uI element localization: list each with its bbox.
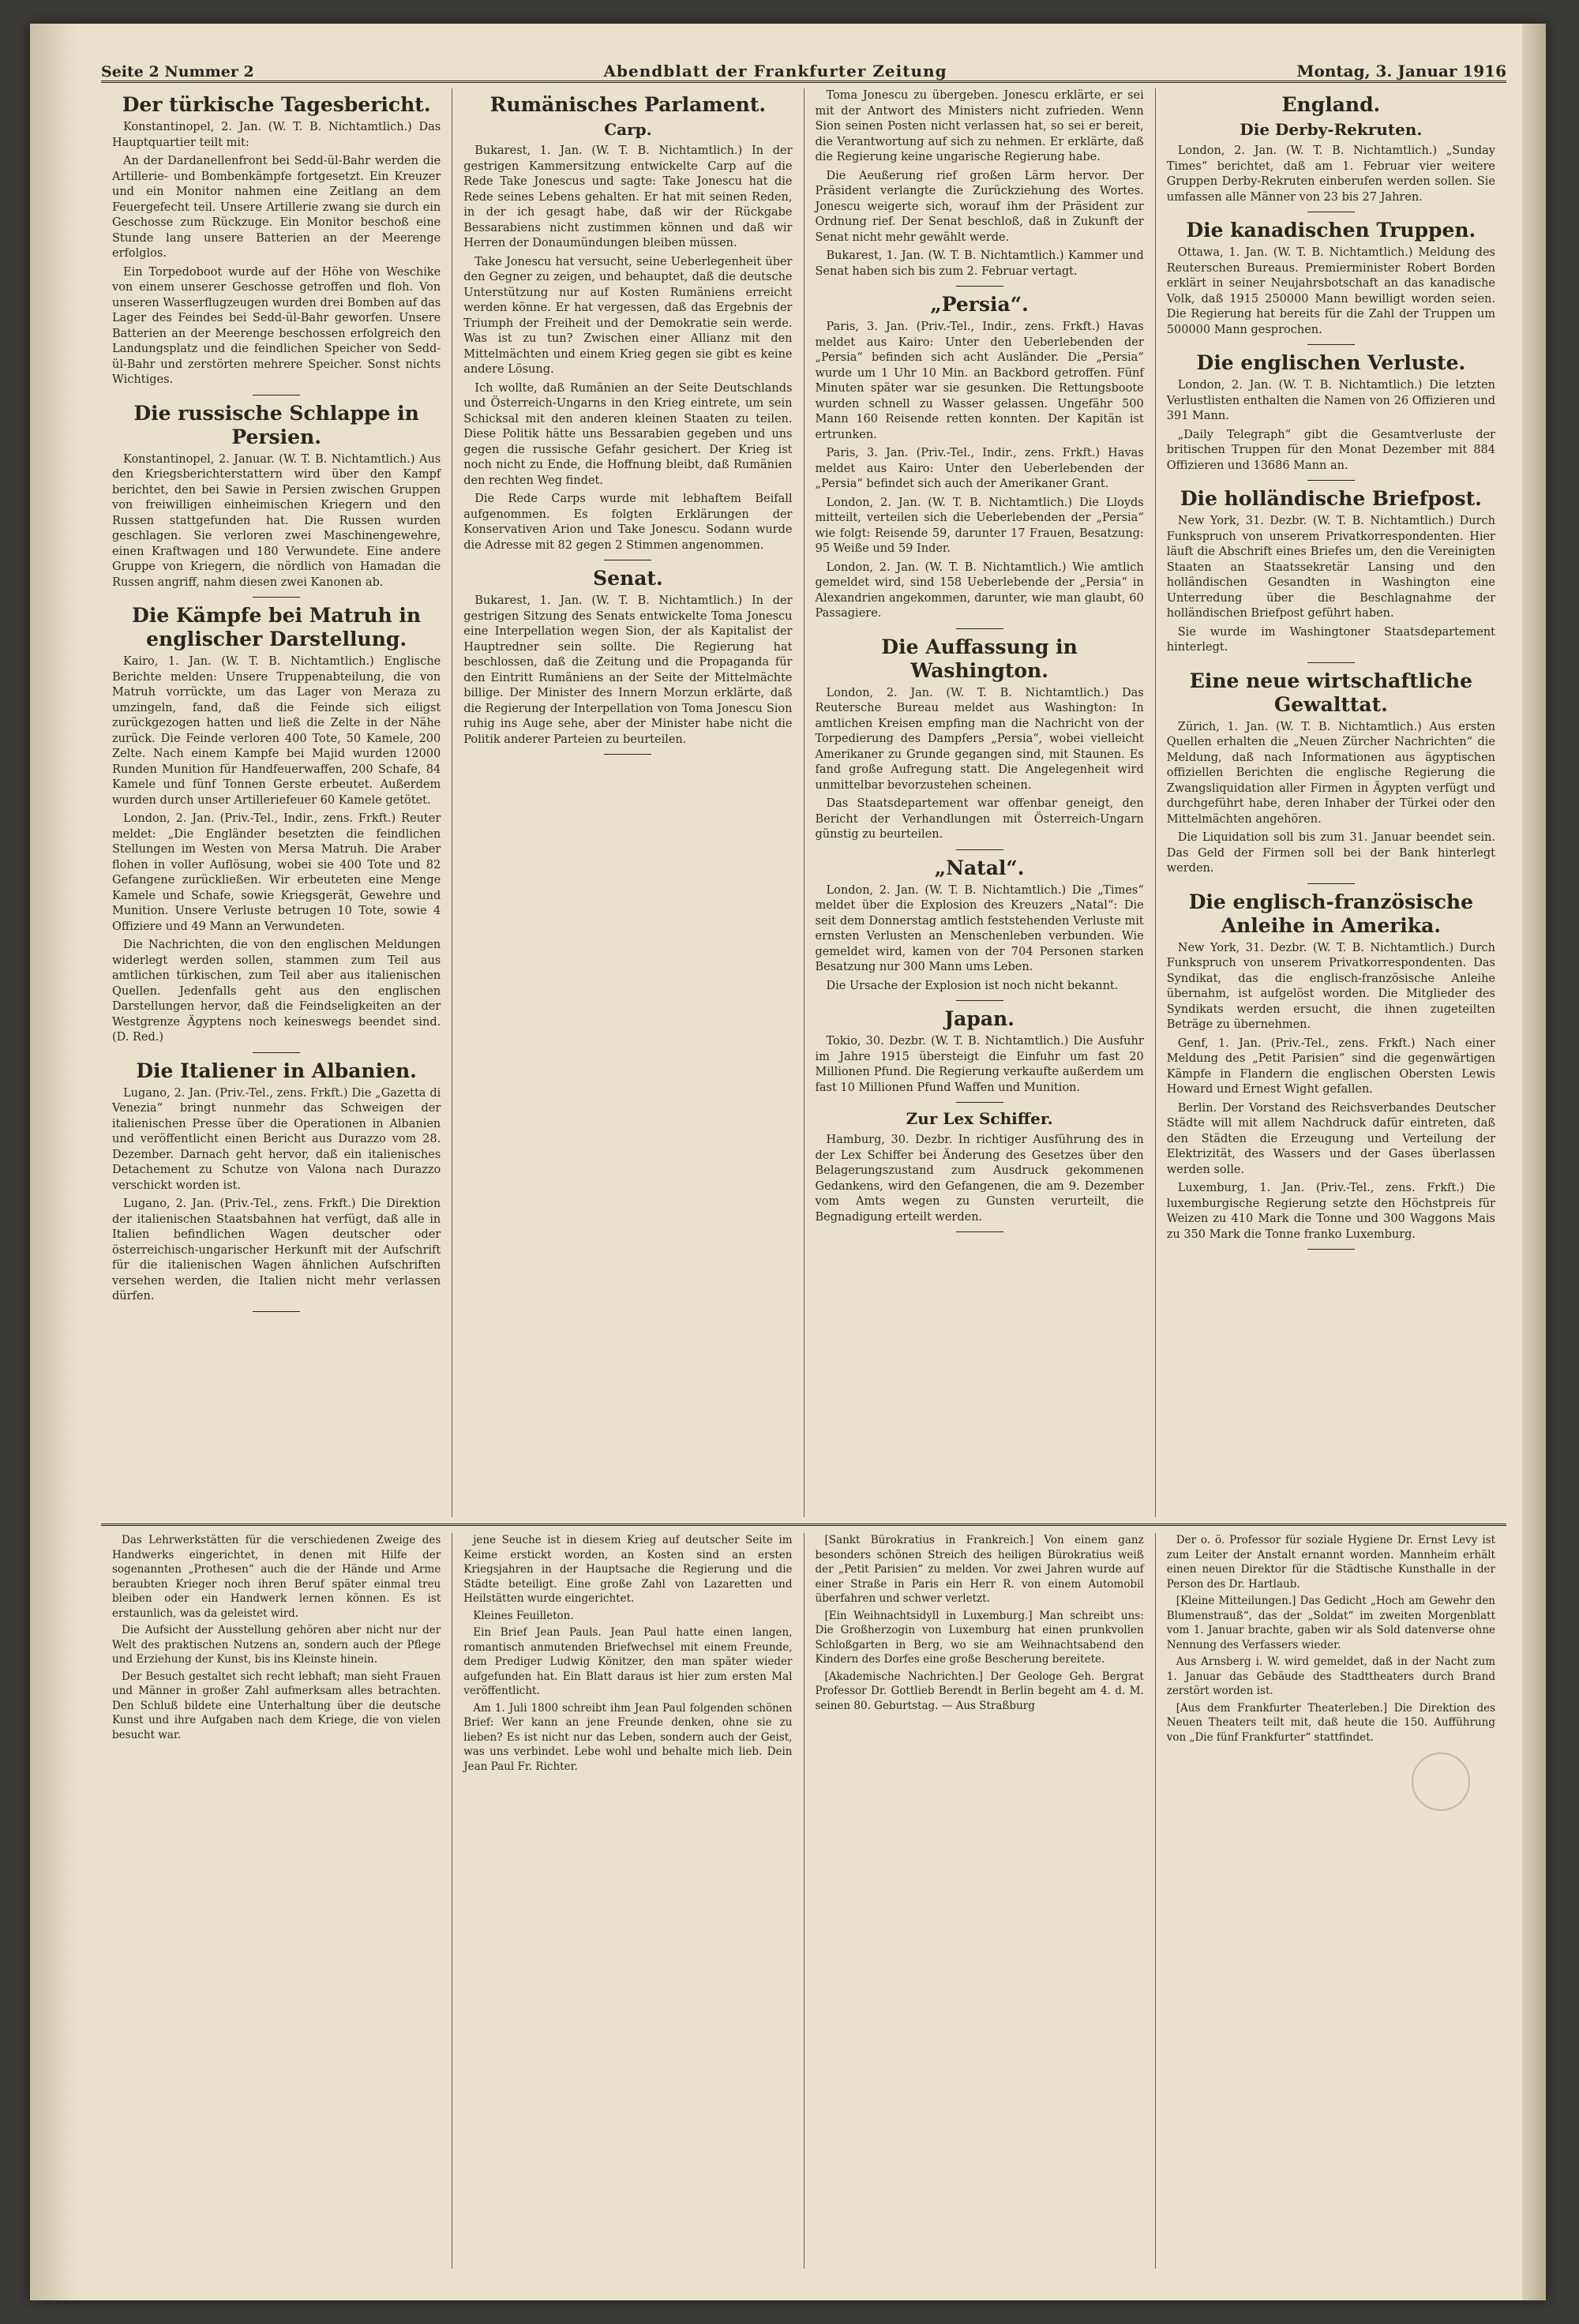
page-number: Seite 2 Nummer 2 — [101, 63, 254, 81]
section-separator — [1307, 662, 1355, 663]
article-paragraph: Konstantinopel, 2. Jan. (W. T. B. Nichtamtlich.) Das Hauptquartier teilt mit: — [112, 121, 441, 149]
article-paragraph: Paris, 3. Jan. (Priv.-Tel., Indir., zens. Frkft.) Havas meldet aus Kairo: Unter den Ueberlebenden der „Persia“ befindet sich auch der Amerikaner Grant. — [815, 447, 1144, 490]
article-paragraph: Luxemburg, 1. Jan. (Priv.-Tel., zens. Frkft.) Die luxemburgische Regierung setzte den Höchstpreis für Weizen zu 410 Mark die Tonne und 300 Waggons Mais zu 350 Mark die Tonne franko Luxemburg. — [1166, 1182, 1495, 1241]
feuilleton-column — [452, 1533, 804, 2269]
feuilleton-column — [805, 1533, 1156, 2269]
article-headline: Senat. — [593, 567, 663, 590]
section-separator — [956, 286, 1003, 287]
article-paragraph: An der Dardanellenfront bei Sedd-ül-Bahr werden die Artillerie- und Bombenkämpfe fortgesetzt. Ein Kreuzer und ein Monitor nahmen eine Zeitlang an dem Feuergefecht teil. Unsere Artillerie zwang sie durch ein Geschosse zum Rückzuge. Ein Monitor beschoß eine Stunde lang unsere Batterien an der Meerenge erfolglos. — [112, 155, 441, 260]
article-paragraph: Konstantinopel, 2. Januar. (W. T. B. Nichtamtlich.) Aus den Kriegsberichterstattern wird über den Kampf berichtet, den bei Sawie in Persien zwischen Gruppen von freiwilligen einheimischen Kriegern und den Russen stattgefunden hat. Die Russen wurden geschlagen. Sie verloren zwei Maschinengewehre, einen Kraftwagen und 180 Verwundete. Eine andere Gruppe von Kriegern, die nördlich von Hamadan die Russen angriff, nahm diesen zwei Kanonen ab. — [112, 452, 441, 589]
article-paragraph: Die Aeußerung rief großen Lärm hervor. Der Präsident verlangte die Zurückziehung des Wortes. Jonescu weigerte sich, worauf ihm der Präsident zur Ordnung rief. Der Senat beschloß, daß in Zukunft der Senat nicht mehr gewählt werde. — [815, 169, 1144, 244]
article-headline: Die Italiener in Albanien. — [136, 1059, 417, 1082]
article-paragraph: London, 2. Jan. (W. T. B. Nichtamtlich.) Das Reutersche Bureau meldet aus Washington: In amtlichen Kreisen empfing man die Nachricht von der Torpedierung des Dampfers „Persia“, wobei vielleicht Amerikaner zu Grunde gegangen sind, mit Staunen. Es fand große Aufregung statt. Die Angelegenheit wird unmittelbar bevorzustehen scheinen. — [815, 686, 1144, 792]
article-paragraph: London, 2. Jan. (Priv.-Tel., Indir., zens. Frkft.) Reuter meldet: „Die Engländer besetzten die feindlichen Stellungen im Westen von Mersa Matruh. Die Araber flohen in voller Auflösung, wobei sie 400 Tote und 82 Gefangene zurückließen. Wir erbeuteten eine Menge Kamele und Schafe, sowie Kriegsgerät, Gewehre und Munition. Unsere Verluste betrugen 10 Tote, sowie 4 Offiziere und 49 Mann an Verwundeten. — [112, 812, 441, 933]
article-paragraph: Bukarest, 1. Jan. (W. T. B. Nichtamtlich.) In der gestrigen Kammersitzung entwickelte Carp auf die Rede Take Jonescus und sagte: Take Jonescu hat die Rede seines Lebens gehalten. Er hat mit seinen Reden, in der ich gesagt habe, daß wir der Rückgabe Bessarabiens nicht zustimmen können und daß wir Herren der Donaumündungen bleiben müssen. — [463, 144, 793, 249]
feuilleton-column — [1156, 1533, 1506, 2269]
feuilleton-paragraph: [Ein Weihnachtsidyll in Luxemburg.] Man schreibt uns: Die Großherzogin von Luxemburg hat einen prunkvollen Schloßgarten in Berg, wo sie am Weihnachtsabend den Kindern des Dorfes eine große Bescherung bereitete. — [815, 1609, 1144, 1666]
feuilleton-paragraph: Das Lehrwerkstätten für die verschiedenen Zweige des Handwerks eingerichtet, in denen mit Hilfe der sogenannten „Prothesen“ auch die der Hände und Arme beraubten Krieger noch ihren Beruf später einmal treu bleiben oder ein Handwerk lernen können. Es ist erstaunlich, was da geleistet wird. — [112, 1534, 441, 1620]
article-headline: Die holländische Briefpost. — [1180, 487, 1482, 510]
article-paragraph: Paris, 3. Jan. (Priv.-Tel., Indir., zens. Frkft.) Havas meldet aus Kairo: Unter den Ueberlebenden der „Persia“ befinden sich acht Ausländer. Die „Persia“ wurde um 1 Uhr 10 Min. an Backbord getroffen. Fünf Minuten später war sie gesunken. Die Rettungsboote wurden schnell zu Wasser gelassen. Ungefähr 500 Mann 160 Reisende retten konnten. Der Kapitän ist ertrunken. — [815, 320, 1144, 441]
section-separator — [1307, 1249, 1355, 1250]
feuilleton-paragraph: [Akademische Nachrichten.] Der Geologe Geh. Bergrat Professor Dr. Gottlieb Berendt in Berlin begeht am 4. d. M. seinen 80. Geburtstag. — Aus Straßburg — [815, 1670, 1144, 1712]
section-separator — [253, 597, 300, 598]
article-subheadline: Zur Lex Schiffer. — [906, 1109, 1053, 1128]
article-paragraph: Ein Torpedoboot wurde auf der Höhe von Weschike von einem unserer Geschosse getroffen und floh. Von unseren Wasserflugzeugen wurden drei Bomben auf das Lager des Feindes bei Sedd-ül-Bahr geworfen. Unsere Batterien an der Meerenge beschossen erfolgreich den Landungsplatz und die feindlichen Speicher von Sedd-ül-Bahr und zerstörten mehrere Speicher. Sonst nichts Wichtiges. — [112, 265, 441, 386]
article-headline: Japan. — [944, 1007, 1015, 1030]
article-paragraph: Sie wurde im Washingtoner Staatsdepartement hinterlegt. — [1166, 625, 1495, 654]
article-headline: England. — [1281, 93, 1381, 116]
section-separator — [956, 1231, 1003, 1232]
feuilleton-section — [101, 1533, 1506, 2269]
article-headline: „Persia“. — [930, 293, 1029, 316]
article-paragraph: Berlin. Der Vorstand des Reichsverbandes Deutscher Städte will mit allem Nachdruck dafür eintreten, daß den Städten die Erzeugung und Verteilung der Elektrizität, des Wassers und der Gases überlassen werden solle. — [1166, 1101, 1495, 1176]
article-paragraph: Bukarest, 1. Jan. (W. T. B. Nichtamtlich.) In der gestrigen Sitzung des Senats entwickelte Toma Jonescu eine Interpellation wegen Sion, der als Kapitalist der Hauptredner sein sollte. Die Regierung hat beschlossen, daß die Zeitung und die Propaganda für den Eintritt Rumäniens an der Seite der Mittelmächte billige. Der Minister des Innern Morzun erklärte, daß die Regierung der Interpellation von Toma Jonescu Sion ruhig ins Auge sehe, aber der Minister habe nicht die Politik anderer Parteien zu beurteilen. — [463, 594, 793, 746]
page-binding — [30, 24, 77, 2300]
feuilleton-paragraph: [Aus dem Frankfurter Theaterleben.] Die Direktion des Neuen Theaters teilt mit, daß heute die 150. Aufführung von „Die fünf Frankfurter“ stattfindet. — [1166, 1701, 1495, 1744]
article-headline: Der türkische Tagesbericht. — [122, 93, 431, 116]
article-paragraph: Toma Jonescu zu übergeben. Jonescu erklärte, er sei mit der Antwort des Ministers nicht zufrieden. Wenn Sion seinen Posten nicht verlassen hat, so sei er bereit, die Verantwortung auf sich zu nehmen. Er erklärte, daß die Regierung keine ungarische Regierung habe. — [815, 89, 1144, 163]
feuilleton-paragraph: Aus Arnsberg i. W. wird gemeldet, daß in der Nacht zum 1. Januar das Gebäude des Stadttheaters durch Brand zerstört worden ist. — [1166, 1655, 1495, 1697]
article-paragraph: Die Ursache der Explosion ist noch nicht bekannt. — [826, 979, 1119, 992]
article-paragraph: Lugano, 2. Jan. (Priv.-Tel., zens. Frkft.) Die „Gazetta di Venezia“ bringt nunmehr das Schweigen der italienischen Presse über die Operationen in Albanien und veröffentlicht einen Bericht aus Durazzo vom 28. Dezember. Darnach geht hervor, daß ein italienisches Detachement zu Schutze von Valona nach Durazzo verschickt worden ist. — [112, 1086, 441, 1192]
feuilleton-paragraph: Der o. ö. Professor für soziale Hygiene Dr. Ernst Levy ist zum Leiter der Anstalt ernannt worden. Mannheim erhält einen neuen Direktor für die Städtische Kunsthalle in der Person des Dr. Hartlaub. — [1166, 1534, 1495, 1591]
article-headline: „Natal“. — [934, 856, 1025, 879]
article-paragraph: Bukarest, 1. Jan. (W. T. B. Nichtamtlich.) Kammer und Senat haben sich bis zum 2. Februar vertagt. — [815, 249, 1144, 278]
section-separator — [956, 849, 1003, 850]
newspaper-page — [30, 24, 1546, 2300]
archive-stamp — [1412, 1752, 1470, 1811]
news-column — [1156, 88, 1506, 1517]
section-separator — [1307, 480, 1355, 481]
section-separator — [604, 754, 651, 755]
article-paragraph: Die Rede Carps wurde mit lebhaftem Beifall aufgenommen. Es folgten Erklärungen der Konservativen Arion und Take Jonescu. Sodann wurde die Adresse mit 82 gegen 2 Stimmen angenommen. — [463, 493, 793, 552]
feuilleton-paragraph: Die Aufsicht der Ausstellung gehören aber nicht nur der Welt des praktischen Nutzens an, sondern auch der Pflege und Erziehung der Kunst, bis ins Kleinste hinein. — [112, 1624, 441, 1666]
article-paragraph: Die Nachrichten, die von den englischen Meldungen widerlegt werden sollen, stammen zum Teil aus amtlichen türkischen, zum Teil aber aus italienischen Quellen. Jedenfalls geht aus den englischen Darstellungen hervor, daß die Feindseligkeiten an der Westgrenze Ägyptens noch keineswegs beendet sind. (D. Red.) — [112, 939, 441, 1044]
masthead — [101, 41, 1506, 83]
feuilleton-divider — [101, 1524, 1506, 1526]
article-subheadline: Die Derby-Rekruten. — [1240, 120, 1423, 139]
section-separator — [1307, 883, 1355, 884]
article-paragraph: New York, 31. Dezbr. (W. T. B. Nichtamtlich.) Durch Funkspruch von unserem Privatkorrespondenten. Hier läuft die Abschrift eines Briefes um, den die Vereinigten Staaten an Staatssekretär Lansing und den holländischen Gesandten in Washington eine Unterredung über die Beschlagnahme der holländischen Briefpost geführt haben. — [1166, 515, 1495, 620]
feuilleton-paragraph: [Sankt Bürokratius in Frankreich.] Von einem ganz besonders schönen Streich des heiligen Bürokratius weiß der „Petit Parisien“ zu melden. Vor zwei Jahren wurde auf einer Straße in Paris ein Herr R. von einem Automobil überfahren und schwer verletzt. — [815, 1534, 1144, 1605]
news-column — [101, 88, 452, 1517]
feuilleton-paragraph: Am 1. Juli 1800 schreibt ihm Jean Paul folgenden schönen Brief: Wer kann an jene Freunde denken, ohne sie zu lieben? Es ist nicht nur das Leben, sondern auch der Geist, was uns verbindet. Lebe wohl und behalte mich lieb. Dein Jean Paul Fr. Richter. — [463, 1701, 793, 1773]
section-separator — [253, 1311, 300, 1312]
section-separator — [1307, 344, 1355, 345]
article-paragraph: London, 2. Jan. (W. T. B. Nichtamtlich.) Die „Times“ meldet über die Explosion des Kreuzers „Natal“: Die seit dem Donnerstag amtlich feststehenden Verluste mit ernsten Verlusten an Menschenleben verbunden. Wie gemeldet wird, kamen von der 704 Personen starken Besatzung nur 300 Mann ums Leben. — [815, 883, 1144, 973]
feuilleton-paragraph: [Kleine Mitteilungen.] Das Gedicht „Hoch am Gewehr den Blumenstrauß“, das der „Soldat“ im zweiten Morgenblatt vom 1. Januar brachte, gaben wir als Sold datenverse ohne Nennung des Verfassers wieder. — [1166, 1595, 1495, 1651]
section-separator — [956, 1000, 1003, 1001]
news-columns — [101, 88, 1506, 1517]
article-headline: Die englischen Verluste. — [1196, 351, 1466, 374]
section-separator — [956, 1102, 1003, 1103]
article-paragraph: Ottawa, 1. Jan. (W. T. B. Nichtamtlich.) Meldung des Reuterschen Bureaus. Premierminister Robert Borden erklärt in seiner Neujahrsbotschaft an das kanadische Volk, daß 1915 250000 Mann bewilligt worden seien. Die Regierung hat bereits für die Zahl der Truppen um 500000 Mann gesprochen. — [1166, 246, 1495, 336]
article-paragraph: Kairo, 1. Jan. (W. T. B. Nichtamtlich.) Englische Berichte melden: Unsere Truppenabteilung, die von Matruh vorrückte, um das Lager von Meraza zu umzingeln, fand, daß die Feinde sich eiligst zurückgezogen hatten und ließ die Zelte in der Nähe zurück. Die Feinde verloren 400 Tote, 50 Kamele, 200 Zelte. Nach einem Kampfe bei Majid wurden 12000 Runden Munition für Handfeuerwaffen, 200 Schafe, 84 Kamele und fünf Tonnen Gerste erbeutet. Außerdem wurden durch unser Artilleriefeuer 60 Kamele getötet. — [112, 655, 441, 807]
section-separator — [956, 628, 1003, 629]
article-paragraph: London, 2. Jan. (W. T. B. Nichtamtlich.) Die Lloyds mitteilt, verteilen sich die Ueberlebenden der „Persia“ wie folgt: Reisende 59, darunter 17 Frauen, Besatzung: 95 Weiße und 59 Inder. — [815, 496, 1144, 555]
feuilleton-column — [101, 1533, 452, 2269]
article-paragraph: London, 2. Jan. (W. T. B. Nichtamtlich.) „Sunday Times“ berichtet, daß am 1. Februar vier weitere Gruppen Derby-Rekruten einberufen werden sollen. Sie umfassen alle Männer von 23 bis 27 Jahren. — [1166, 144, 1495, 204]
issue-date: Montag, 3. Januar 1916 — [1296, 62, 1506, 81]
newspaper-title: Abendblatt der Frankfurter Zeitung — [603, 62, 947, 81]
article-headline: Die englisch-französische Anleihe in Amerika. — [1188, 890, 1474, 937]
article-paragraph: Zürich, 1. Jan. (W. T. B. Nichtamtlich.) Aus ersten Quellen erhalten die „Neuen Zürcher Nachrichten“ die Meldung, daß nach Informationen aus ägyptischen offiziellen Berichten die englische Regierung die Zwangsliquidation aller Firmen in Ägypten verfügt und durchgeführt habe, deren Inhaber der Türkei oder den Mittelmächten angehören. — [1166, 720, 1495, 826]
article-headline: Eine neue wirtschaftliche Gewalttat. — [1189, 669, 1472, 716]
feuilleton-paragraph: Kleines Feuilleton. — [473, 1609, 574, 1622]
article-subheadline: Carp. — [604, 120, 652, 139]
article-paragraph: Genf, 1. Jan. (Priv.-Tel., zens. Frkft.) Nach einer Meldung des „Petit Parisien“ sind die gegenwärtigen Kämpfe in Flandern die englischen Obersten Lewis Howard und Ernest Wight gefallen. — [1166, 1036, 1495, 1096]
article-paragraph: New York, 31. Dezbr. (W. T. B. Nichtamtlich.) Durch Funkspruch von unserem Privatkorrespondenten. Das Syndikat, das die englisch-französische Anleihe übernahm, ist aufgelöst worden. Die Mitglieder des Syndikats werden ersucht, die ihnen zugeteilten Beträge zu übernehmen. — [1166, 941, 1495, 1031]
article-headline: Die kanadischen Truppen. — [1186, 219, 1476, 242]
feuilleton-paragraph: Der Besuch gestaltet sich recht lebhaft; man sieht Frauen und Männer in großer Zahl aufmerksam alles betrachten. Den Schluß bildete eine Unterhaltung über die deutsche Kunst und ihre Aufgaben nach dem Kriege, die von vielen besucht war. — [112, 1670, 441, 1741]
news-column — [805, 88, 1156, 1517]
article-paragraph: „Daily Telegraph“ gibt die Gesamtverluste der britischen Truppen für den Monat Dezember mit 884 Offizieren und 13686 Mann an. — [1166, 428, 1495, 472]
article-headline: Die russische Schlappe in Persien. — [133, 401, 419, 448]
article-headline: Rumänisches Parlament. — [489, 93, 767, 116]
feuilleton-paragraph: Ein Brief Jean Pauls. Jean Paul hatte einen langen, romantisch anmutenden Briefwechsel mit einem Freunde, dem Prediger Ludwig Könitzer, den man später wieder aufgefunden hat. Ein Blatt daraus ist hier zum ersten Mal veröffentlicht. — [463, 1626, 793, 1697]
article-headline: Die Kämpfe bei Matruh in englischer Darstellung. — [132, 604, 422, 650]
article-paragraph: Die Liquidation soll bis zum 31. Januar beendet sein. Das Geld der Firmen soll bei der Bank hinterlegt werden. — [1166, 831, 1495, 875]
feuilleton-paragraph: jene Seuche ist in diesem Krieg auf deutscher Seite im Keime erstickt worden, an Kosten sind an ersten Kriegsjahren in der Hauptsache die Regierung und die Städte beteiligt. Eine große Zahl von Lazaretten und Heilstätten wurde eingerichtet. — [463, 1534, 793, 1605]
article-paragraph: London, 2. Jan. (W. T. B. Nichtamtlich.) Die letzten Verlustlisten enthalten die Namen von 26 Offizieren und 391 Mann. — [1166, 379, 1495, 422]
article-paragraph: Ich wollte, daß Rumänien an der Seite Deutschlands und Österreich-Ungarns in den Krieg eintrete, um sein Schicksal mit den anderen kleinen Staaten zu teilen. Diese Politik hätte uns Bessarabien gegeben und uns gegen die russische Gefahr gesichert. Der Krieg ist noch nicht zu Ende, die Hoffnung bleibt, daß Rumänien den rechten Weg findet. — [463, 381, 793, 487]
article-paragraph: Lugano, 2. Jan. (Priv.-Tel., zens. Frkft.) Die Direktion der italienischen Staatsbahnen hat verfügt, daß alle in Italien befindlichen Wagen deutscher oder österreichisch-ungarischer Herkunft mit der Aufschrift für die italienischen Wagen ähnlichen Aufschriften versehen werden, die Italien nicht mehr verlassen dürfen. — [112, 1198, 441, 1303]
article-paragraph: Tokio, 30. Dezbr. (W. T. B. Nichtamtlich.) Die Ausfuhr im Jahre 1915 übersteigt die Einfuhr um fast 20 Millionen Pfund. Die Regierung verkaufte außerdem um fast 10 Millionen Pfund Waffen und Munition. — [815, 1035, 1144, 1094]
page-edge — [1522, 24, 1546, 2300]
article-paragraph: Hamburg, 30. Dezbr. In richtiger Ausführung des in der Lex Schiffer bei Änderung des Gesetzes über den Belagerungszustand zum Ausdruck gekommenen Gedankens, wird den Gefangenen, die am 9. Dezember vom Amts wegen zu Gunsten verurteilt, die Begnadigung erteilt werden. — [815, 1134, 1144, 1224]
section-separator — [253, 1052, 300, 1053]
article-headline: Die Auffassung in Washington. — [881, 635, 1078, 682]
news-column — [452, 88, 804, 1517]
article-paragraph: Das Staatsdepartement war offenbar geneigt, den Bericht der Verhandlungen mit Österreich-Ungarn günstig zu beurteilen. — [815, 797, 1144, 841]
article-paragraph: London, 2. Jan. (W. T. B. Nichtamtlich.) Wie amtlich gemeldet wird, sind 158 Ueberlebende der „Persia“ in Alexandrien angekommen, darunter, wie man glaubt, 60 Passagiere. — [815, 560, 1144, 620]
article-paragraph: Take Jonescu hat versucht, seine Ueberlegenheit über den Gegner zu zeigen, und behauptet, daß die deutsche Unterstützung nur auf Kosten Rumäniens erreicht werden könne. Er hat vergessen, daß das Ergebnis der Triumph der Freiheit und der Demokratie sein werde. Was ist zu tun? Zwischen einer Allianz mit den Mittelmächten und einem Krieg gegen sie gibt es keine andere Lösung. — [463, 255, 793, 376]
